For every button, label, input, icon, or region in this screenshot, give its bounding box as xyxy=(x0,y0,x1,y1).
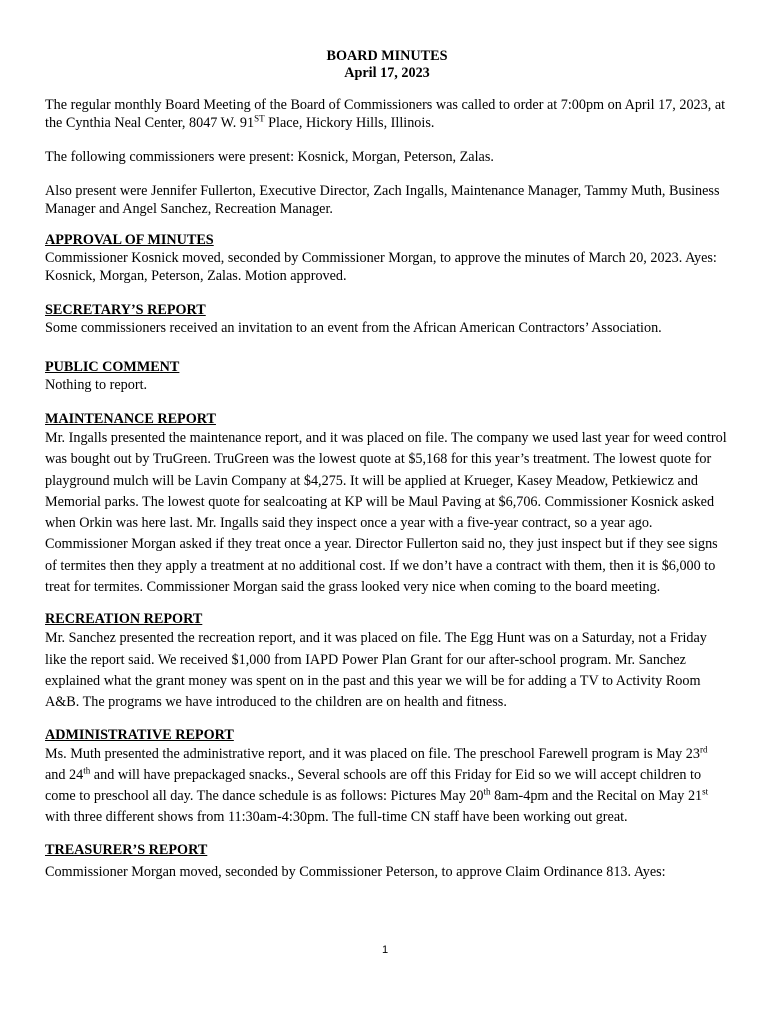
section-heading: SECRETARY’S REPORT xyxy=(45,302,206,318)
document-title: BOARD MINUTES xyxy=(326,48,448,64)
section-public-comment xyxy=(45,359,729,394)
section-text: Mr. Ingalls presented the maintenance report, and it was placed on file. The company we used last year for weed control was bought out by TruGreen. TruGreen was the lowest quote at $5,168 for this year’s treatment. The lowest quote for playground mulch will be Lavin Company at $4,275. It will be applied at Krueger, Kasey Meadow, Petkiewicz and Memorial parks. The lowest quote for sealcoating at KP will be Maul Paving at $6,706. Commissioner Kosnick asked when Orkin was here last. Mr. Ingalls said they inspect once a year with a five-year contract, so a year ago. Commissioner Morgan asked if they treat once a year. Director Fullerton said no, they just inspect but if they see signs of termites then they apply a treatment at no additional cost. If we don’t have a contract with them, then it is $6,000 to treat for termites. Commissioner Morgan said the grass looked very nice when coming to the board meeting. xyxy=(45,430,727,596)
section-heading: TREASURER’S REPORT xyxy=(45,841,208,858)
text-part: Ms. Muth presented the administrative report, and it was placed on file. The preschool Farewell program is May 23 xyxy=(45,745,700,762)
intro-paragraph-present: The following commissioners were present: Kosnick, Morgan, Peterson, Zalas. xyxy=(45,149,494,165)
superscript: th xyxy=(83,765,91,776)
section-treasurers-report xyxy=(45,842,729,881)
superscript: ST xyxy=(254,113,265,124)
section-text: Some commissioners received an invitation to an event from the African American Contractors’ Association. xyxy=(45,320,662,336)
section-secretarys-report xyxy=(45,302,729,337)
document-date: April 17, 2023 xyxy=(344,65,430,81)
section-text xyxy=(45,744,729,829)
intro-paragraph-also-present: Also present were Jennifer Fullerton, Executive Director, Zach Ingalls, Maintenance Manager, Tammy Muth, Business Manager and Angel Sanchez, Recreation Manager. xyxy=(45,183,720,217)
text-part: 8am-4pm and the Recital on May 21 xyxy=(490,788,703,805)
section-heading: PUBLIC COMMENT xyxy=(45,359,180,375)
document-page xyxy=(45,48,729,895)
section-heading: RECREATION REPORT xyxy=(45,611,203,628)
text-part: and will have prepackaged snacks., Several schools are off this Friday for Eid so we will accept children to come to preschool all day. The dance schedule is as follows: Pictures May 20 xyxy=(45,766,702,805)
section-heading: ADMINISTRATIVE REPORT xyxy=(45,726,234,743)
intro-paragraph-call-to-order xyxy=(45,96,729,132)
page-number: 1 xyxy=(381,944,389,956)
title-block xyxy=(45,48,729,82)
text-part: and 24 xyxy=(45,766,84,783)
superscript: th xyxy=(483,786,491,797)
text-part: with three different shows from 11:30am-4:30pm. The full-time CN staff have been working out great. xyxy=(45,809,628,826)
section-text: Mr. Sanchez presented the recreation report, and it was placed on file. The Egg Hunt was on a Saturday, not a Friday like the report said. We received $1,000 from IAPD Power Plan Grant for our after-school program. Mr. Sanchez explained what the grant money was spent on in the past and this year we will be for adding a TV to Activity Room A&B. The programs we have introduced to the children are on health and fitness. xyxy=(45,630,707,711)
section-text: Commissioner Morgan moved, seconded by Commissioner Peterson, to approve Claim Ordinance 813. Ayes: xyxy=(45,863,666,880)
intro-text-part: The regular monthly Board Meeting of the Board of Commissioners was called to order at 7:00pm on April 17, 2023, at the Cynthia Neal Center, 8047 W. 91 xyxy=(45,97,726,131)
section-text: Commissioner Kosnick moved, seconded by Commissioner Morgan, to approve the minutes of March 20, 2023. Ayes: Kosnick, Morgan, Peterson, Zalas. Motion approved. xyxy=(45,250,717,284)
superscript: st xyxy=(702,786,709,797)
section-maintenance-report xyxy=(45,411,729,598)
section-text: Nothing to report. xyxy=(45,377,148,393)
section-administrative-report xyxy=(45,727,729,829)
section-heading: MAINTENANCE REPORT xyxy=(45,411,216,427)
intro-text-part: Place, Hickory Hills, Illinois. xyxy=(264,115,435,131)
section-recreation-report xyxy=(45,611,729,713)
superscript: rd xyxy=(699,743,708,754)
section-approval-of-minutes xyxy=(45,232,729,285)
section-heading: APPROVAL OF MINUTES xyxy=(45,232,214,248)
